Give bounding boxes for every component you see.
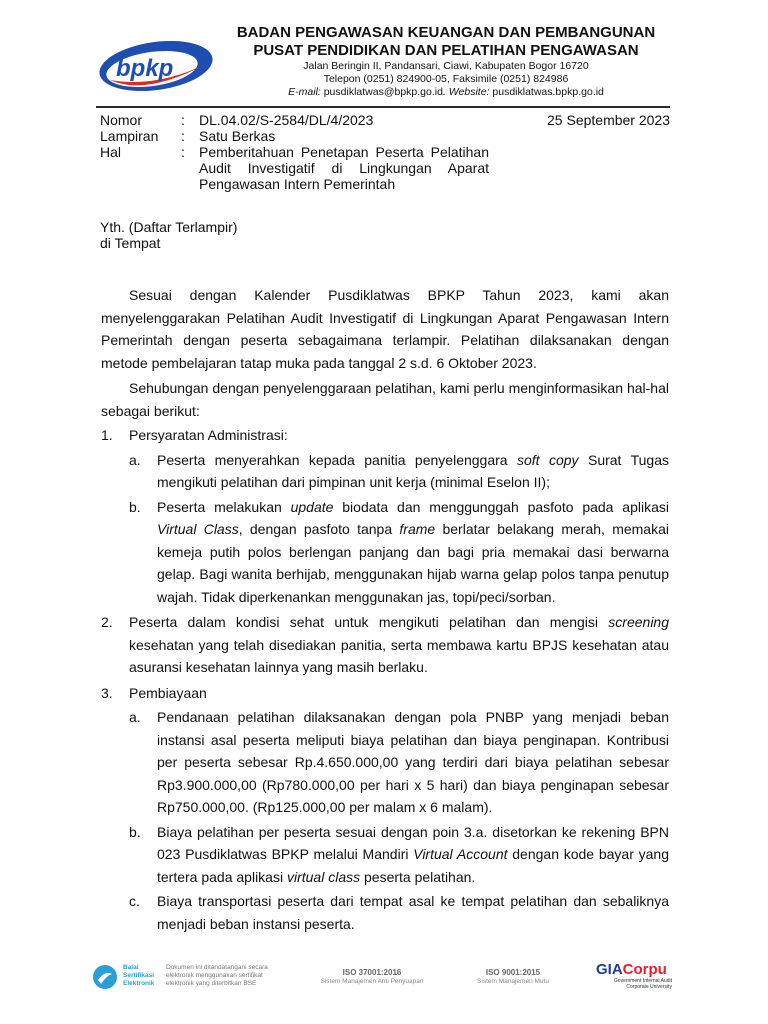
letter-meta — [100, 112, 670, 192]
recipient — [100, 219, 237, 251]
iso-37001-badge: ISO 37001:2016 Sistem Manajemen Anti Penyuapan — [320, 968, 424, 985]
iso-9001-badge: ISO 9001:2015 Sistem Manajemen Mutu — [477, 968, 549, 985]
website-link[interactable]: pusdiklatwas.bpkp.go.id — [492, 86, 604, 98]
lampiran-row: Lampiran : Satu Berkas — [100, 128, 670, 144]
letterhead-phone: Telepon (0251) 824900-05, Faksimile (0251) 824986 — [323, 73, 569, 85]
gia-corpu-logo: GIACorpu Government Internal Audit Corporate University — [596, 962, 672, 990]
email-link[interactable]: pusdiklatwas@bpkp.go.id — [323, 86, 443, 98]
letterhead-title-1: BADAN PENGAWASAN KEUANGAN DAN PEMBANGUNAN — [236, 24, 656, 41]
list-item-3b: b. Biaya pelatihan per peserta sesuai dengan poin 3.a. disetorkan ke rekening BPN 023 Pusdiklatwas BPKP melalui Mandiri Virtual Account dengan kode bayar yang tertera pada aplikasi virtual class peserta pelatihan. — [129, 823, 670, 885]
bpkp-logo — [96, 36, 220, 94]
list-item-2: 2. Peserta dalam kondisi sehat untuk mengikuti pelatihan dan mengisi screening kesehatan yang telah disediakan panitia, serta membawa kartu BPJS kesehatan atau asuransi kesehatan lainnya yang masih berlaku. — [101, 614, 669, 675]
lampiran-value: Satu Berkas — [199, 128, 276, 144]
recipient-line-1: Yth. (Daftar Terlampir) — [100, 219, 238, 235]
list-item-3c: c. Biaya transportasi peserta dari tempat asal ke tempat pelatihan dan sebaliknya menjadi beban instansi peserta. — [129, 893, 669, 932]
letterhead-title-2: PUSAT PENDIDIKAN DAN PELATIHAN PENGAWASAN — [253, 42, 639, 59]
list-item-3a: a. Pendanaan pelatihan dilaksanakan dengan pola PNBP yang menjadi beban instansi asal peserta meliputi biaya pelatihan dan biaya penginapan. Kontribusi per peserta sebesar Rp.4.650.000,00 yang terdiri dari biaya pelatihan sebesar Rp3.900.000,00 (Rp780.000,00 per hari x 5 hari) dan biaya penginapan sebesar Rp750.000,00. (Rp125.000,00 per malam x 6 malam). — [129, 709, 669, 815]
letter-date: 25 September 2023 — [547, 112, 670, 128]
hal-row: Hal : Pemberitahuan Penetapan Peserta Pelatihan Audit Investigatif di Lingkungan Aparat Pengawasan Intern Pemerintah — [100, 144, 489, 192]
paragraph-2: Sehubungan dengan penyelenggaraan pelatihan, kami perlu menginformasikan hal-hal sebagai berikut: — [101, 380, 669, 419]
paragraph-1: Sesuai dengan Kalender Pusdiklatwas BPKP Tahun 2023, kami akan menyelenggarakan Pelatihan Audit Investigatif di Lingkungan Aparat Pengawasan Intern Pemerintah dengan peserta sebagaimana terlampir. Pelatihan dilaksanakan dengan metode pembelajaran tatap muka pada tanggal 2 s.d. 6 Oktober 2023. — [101, 287, 669, 371]
bse-name: Balai Sertifikasi Elektronik — [123, 964, 155, 987]
item-1-title: Persyaratan Administrasi: — [129, 427, 288, 443]
lampiran-label: Lampiran — [100, 128, 159, 144]
letterhead-divider — [96, 106, 670, 108]
nomor-row: Nomor : DL.04.02/S-2584/DL/4/2023 — [100, 112, 670, 128]
list-item-1: 1. Persyaratan Administrasi: — [101, 424, 669, 447]
recipient-line-2: di Tempat — [100, 235, 161, 251]
letterhead-contact: E-mail: pusdiklatwas@bpkp.go.id. Website: pusdiklatwas.bpkp.go.id — [288, 86, 604, 98]
hal-value: Pemberitahuan Penetapan Peserta Pelatihan Audit Investigatif di Lingkungan Aparat Pengawasan Intern Pemerintah — [199, 144, 489, 192]
list-item-3: 3. Pembiayaan — [101, 682, 669, 705]
letterhead — [222, 24, 670, 99]
letterhead-address: Jalan Beringin II, Pandansari, Ciawi, Kabupaten Bogor 16720 — [303, 60, 589, 72]
list-item-1a: a. Peserta menyerahkan kepada panitia penyelenggara soft copy Surat Tugas mengikuti pelatihan dari pimpinan unit kerja (minimal Eselon II); — [129, 451, 669, 490]
list-item-1b: b. Peserta melakukan update biodata dan menggunggah pasfoto pada aplikasi Virtual Class, dengan pasfoto tanpa frame berlatar belakang merah, memakai kemeja putih polos berlengan panjang dan bagi pria memakai dasi berwarna gelap. Bagi wanita berhijab, menggunakan hijab warna gelap polos tanpa penutup wajah. Tidak diperkenankan menggunakan jas, topi/peci/sorban. — [129, 498, 669, 605]
nomor-value: DL.04.02/S-2584/DL/4/2023 — [199, 112, 374, 128]
letter-body — [101, 284, 669, 935]
item-3-title: Pembiayaan — [129, 684, 207, 701]
bse-text: Dokumen ini ditandatangani secara elektronik menggunakan sertifikat elektronik yang diterbitkan BSE — [166, 964, 268, 987]
logo-text: bpkp — [116, 55, 174, 82]
nomor-label: Nomor — [100, 112, 143, 128]
bse-logo-icon — [92, 964, 118, 990]
footer — [90, 952, 676, 1000]
hal-label: Hal — [100, 144, 122, 160]
